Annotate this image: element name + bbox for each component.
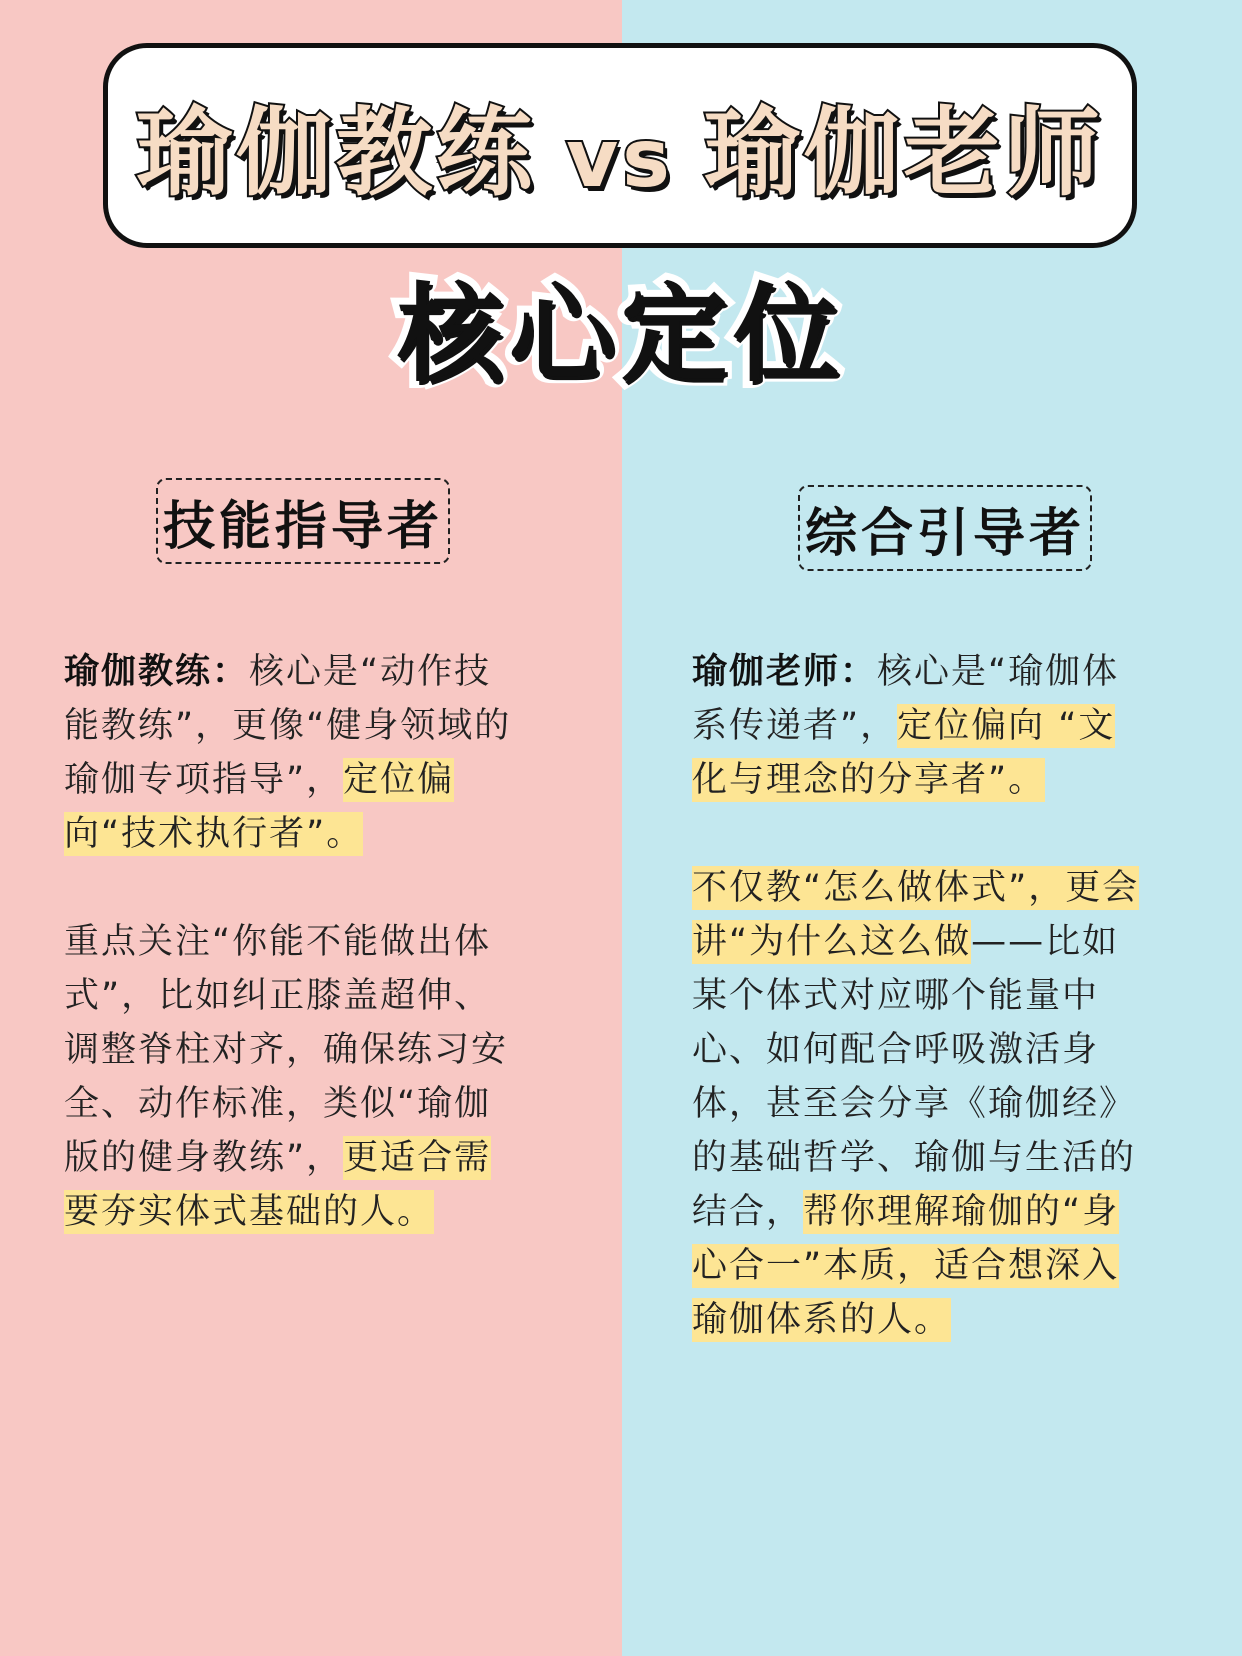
left-paragraph-1: [64, 645, 514, 861]
left-p2-text: 重点关注“你能不能做出体式”，比如纠正膝盖超伸、调整脊柱对齐，确保练习安全、动作标准，类似“瑜伽版的健身教练”，: [64, 922, 509, 1178]
right-p2-text: ——比如某个体式对应哪个能量中心、如何配合呼吸激活身体，甚至会分享《瑜伽经》的基础哲学、瑜伽与生活的结合，: [692, 922, 1137, 1232]
section-title: 核心定位: [397, 273, 845, 396]
left-p1-text: 核心是“动作技能教练”，更像“健身领域的瑜伽专项指导”，: [64, 652, 512, 800]
title-left: 瑜伽教练: [136, 97, 537, 209]
right-column: [692, 645, 1152, 1401]
right-p2-highlight-1: 不仅教“怎么做体式”，更会讲“为什么这么做: [692, 868, 1140, 962]
right-p1-text: 核心是“瑜伽体系传递者”，: [692, 652, 1120, 746]
left-column: [64, 645, 514, 1293]
left-p1-highlight: 定位偏向“技术执行者”。: [64, 760, 455, 854]
left-lead-label: 瑜伽教练：: [64, 652, 250, 692]
title-banner: [103, 43, 1137, 248]
right-lead-label: 瑜伽老师：: [692, 652, 878, 692]
page-title: [136, 77, 1104, 214]
left-p2-highlight: 更适合需要夯实体式基础的人。: [64, 1138, 492, 1232]
title-vs: vs: [566, 112, 674, 205]
right-paragraph-2: [692, 861, 1152, 1347]
left-paragraph-2: [64, 915, 514, 1239]
title-right: 瑜伽老师: [703, 97, 1104, 209]
right-p2-highlight-2: 帮你理解瑜伽的“身心合一”本质，适合想深入瑜伽体系的人。: [692, 1192, 1120, 1340]
left-role-tag: 技能指导者: [156, 478, 450, 564]
right-p1-highlight: 定位偏向 “文化与理念的分享者”。: [692, 706, 1116, 800]
right-paragraph-1: [692, 645, 1152, 807]
right-role-tag: 综合引导者: [798, 485, 1092, 571]
